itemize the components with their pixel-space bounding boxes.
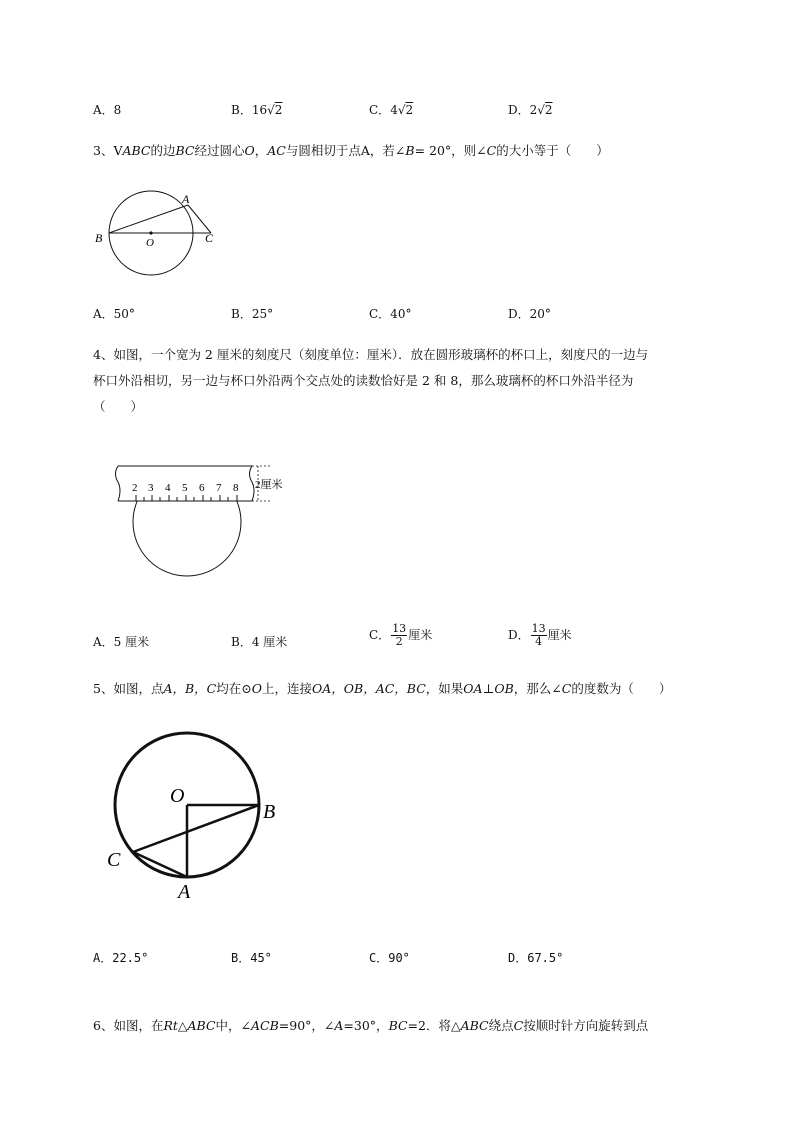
q6-text-6: 绕点 (488, 1018, 514, 1033)
q3-triangle-name: ABC (122, 143, 151, 158)
q6-text-1: 6、如图，在 (93, 1018, 164, 1033)
q3-text-3: ， (254, 143, 268, 158)
q4-option-d-fraction (531, 623, 547, 648)
q3-label-c: C (205, 231, 214, 245)
q3-stem (93, 143, 609, 159)
q6-angle-a: A (334, 1018, 344, 1033)
q5-text-2: 均在⊙ (216, 681, 252, 696)
q3-figure (90, 185, 230, 285)
q3-label-b: B (95, 231, 103, 245)
q2-option-b-prefix: B． (231, 103, 252, 117)
q3-point-o: O (244, 143, 255, 158)
q3-prefix: V (113, 143, 123, 158)
sqrt-icon: √2 (397, 103, 414, 117)
q6-stem (93, 1018, 648, 1034)
q2-option-d-radicand: 2 (544, 103, 553, 117)
q4-tick-label-6: 6 (199, 482, 205, 494)
q3-label-a: A (182, 192, 190, 206)
q2-option-a[interactable]: A．8 (93, 103, 122, 117)
q4-tick-label-8: 8 (233, 482, 239, 494)
q5-text-3: 上，连接 (261, 681, 312, 696)
q3-segment-ac: AC (267, 143, 286, 158)
sqrt-icon: √2 (537, 103, 553, 117)
q5-label-a: A (178, 881, 191, 903)
q2-option-c[interactable] (369, 101, 413, 118)
q4-option-c-prefix: C． (369, 628, 391, 642)
q3-text-2: 经过圆心 (194, 143, 245, 158)
q3-text-4: 与圆相切于点A，若∠ (285, 143, 406, 158)
q4-option-b[interactable]: B．4 厘米 (231, 635, 288, 649)
q5-perpendicular: OA⊥OB (463, 681, 514, 696)
q3-text-5: = 20°，则∠ (414, 143, 487, 158)
q6-right-triangle: Rt△ABC (163, 1018, 216, 1033)
q4-option-d-denominator: 4 (535, 635, 543, 648)
q5-label-o: O (170, 785, 185, 807)
q4-option-c-denominator: 2 (395, 635, 403, 648)
q3-angle-c: C (486, 143, 497, 158)
q2-option-b-radicand: 2 (274, 103, 283, 117)
q6-triangle-name: ABC (460, 1018, 489, 1033)
q4-option-c-unit: 厘米 (408, 628, 433, 642)
q6-text-3: =90°，∠ (278, 1018, 335, 1033)
q5-text-4: ，如果 (425, 681, 464, 696)
q5-points: A，B，C (163, 681, 217, 696)
q4-option-c-numerator: 13 (392, 622, 407, 635)
q4-option-d-unit: 厘米 (547, 628, 572, 642)
q6-text-7: 按顺时针方向旋转到点 (523, 1018, 649, 1033)
q5-option-c[interactable]: C．90° (369, 951, 410, 965)
q2-option-c-radicand: 2 (405, 103, 414, 117)
q5-option-b[interactable]: B．45° (231, 951, 272, 965)
q4-option-c-fraction (391, 623, 407, 648)
q5-text-6: 的度数为（ ） (571, 681, 672, 696)
q4-tick-label-7: 7 (216, 482, 222, 494)
q3-option-c[interactable]: C．40° (369, 307, 412, 321)
q2-option-c-coef: 4 (390, 103, 398, 117)
q3-text-6: 的大小等于（ ） (496, 143, 609, 158)
q5-angle-c: C (561, 681, 572, 696)
q5-figure (100, 725, 300, 910)
q3-line-ba (109, 205, 188, 233)
q4-option-a[interactable]: A．5 厘米 (93, 635, 150, 649)
q5-segments: OA，OB，AC，BC (311, 681, 426, 696)
q5-stem (93, 681, 671, 697)
q6-text-5: =2．将△ (407, 1018, 461, 1033)
q2-option-b[interactable] (231, 101, 282, 118)
q5-label-c: C (107, 849, 121, 871)
q3-option-b[interactable]: B．25° (231, 307, 274, 321)
q4-width-label: 2厘米 (255, 479, 283, 491)
sqrt-icon: √2 (267, 103, 283, 117)
q4-tick-label-2: 2 (132, 482, 138, 494)
q4-tick-label-4: 4 (165, 482, 171, 494)
q2-option-d-prefix: D． (508, 103, 530, 117)
q3-line-ac (188, 205, 211, 233)
q5-label-b: B (263, 801, 276, 823)
q6-text-2: 中，∠ (215, 1018, 251, 1033)
q6-angle-acb: ACB (251, 1018, 279, 1033)
q4-option-d-prefix: D． (508, 628, 530, 642)
q6-point-c: C (513, 1018, 524, 1033)
q5-line-cb (133, 805, 259, 852)
q2-option-d[interactable] (508, 101, 553, 118)
q2-option-d-coef: 2 (529, 103, 538, 117)
q4-figure (110, 460, 290, 585)
q4-tick-label-5: 5 (182, 482, 188, 494)
q6-segment-bc: BC (388, 1018, 408, 1033)
q5-option-a[interactable]: A．22.5° (93, 951, 149, 965)
q5-text-5: ，那么∠ (513, 681, 562, 696)
q6-text-4: =30°， (343, 1018, 389, 1033)
q2-option-c-prefix: C． (369, 103, 391, 117)
q3-segment-bc: BC (175, 143, 195, 158)
q4-option-c[interactable] (369, 623, 432, 648)
q3-option-a[interactable]: A．50° (93, 307, 135, 321)
q5-text-1: 5、如图，点 (93, 681, 164, 696)
q3-option-d[interactable]: D．20° (508, 307, 551, 321)
q4-option-d-numerator: 13 (531, 622, 546, 635)
q3-center-dot (149, 231, 152, 234)
q3-text-1: 的边 (150, 143, 176, 158)
q2-option-b-coef: 16 (251, 103, 268, 117)
q4-tick-label-3: 3 (148, 482, 154, 494)
q5-circle-o: O (251, 681, 262, 696)
q5-option-d[interactable]: D．67.5° (508, 951, 564, 965)
q3-angle-b: B (405, 143, 415, 158)
q3-label-o: O (146, 237, 154, 249)
q3-number: 3、 (93, 143, 114, 158)
q4-stem-line-2: 杯口外沿相切，另一边与杯口外沿两个交点处的读数恰好是 2 和 8，那么玻璃杯的杯口外沿半径为 (93, 373, 634, 388)
q4-option-d[interactable] (508, 623, 572, 648)
q4-stem-line-3: （ ） (93, 399, 144, 414)
q4-stem-line-1: 4、如图，一个宽为 2 厘米的刻度尺（刻度单位：厘米）．放在圆形玻璃杯的杯口上，刻度尺的一边与 (93, 347, 649, 362)
